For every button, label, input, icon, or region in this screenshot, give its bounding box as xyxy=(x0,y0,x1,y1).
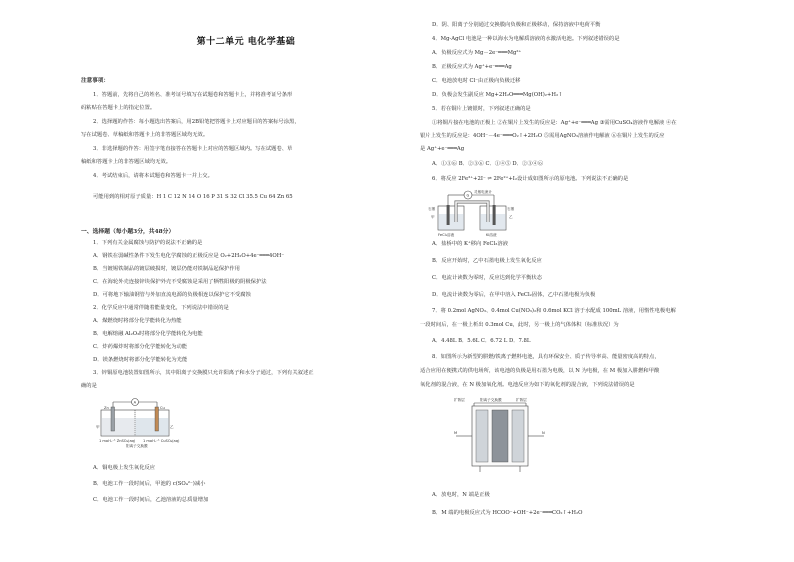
cell-yi-label: 乙 xyxy=(170,425,174,429)
question-line: D．镁条燃烧时将部分化学能转化为光能 xyxy=(93,357,188,363)
membrane-label: 阳离子交换膜 xyxy=(480,398,502,402)
znso4-label: 1 mol·L⁻¹ ZnSO₄(aq) xyxy=(99,439,136,443)
notice-line: 3．非选择题的作答：用签字笔直接答在答题卡上对应的答题区域内。写在试题卷、草 xyxy=(93,146,293,152)
cuso4-label: 1 mol·L⁻¹ CuSO₄(aq) xyxy=(143,439,180,443)
question-line: B．正极反应式为 Ag⁺+e⁻═══Ag xyxy=(432,64,512,70)
cell-jia-label: 甲 xyxy=(96,425,100,429)
question-line: 6．将反应 2Fe³⁺+2I⁻ ⇌ 2Fe²⁺+I₂设计成如图所示的原电池。下列说法不正确的是 xyxy=(432,176,629,182)
notice-line: 稿纸和答题卡上的非答题区域均无效。 xyxy=(81,159,172,165)
membrane-label: 阳离子交换膜 xyxy=(126,444,148,448)
option-line: A．放电时，N 端是正极 xyxy=(432,492,490,498)
question-line: ①将铜片接在电池的正极上 ②在铜片上发生的反应是：Ag⁺+e⁻═══Ag ③需用CuSO₄溶液作电解液 ④在 xyxy=(432,120,677,126)
option-line: B．反应开始时，乙中石墨电极上发生氧化反应 xyxy=(432,258,542,264)
copper-electrode-label: Cu xyxy=(160,406,165,410)
notice-line: 码粘贴在答题卡上的指定位置。 xyxy=(81,105,156,111)
zinc-electrode-label: Zn xyxy=(104,406,109,410)
n-electrode-label: N xyxy=(542,431,545,435)
question-line: 4．Mg-AgCl 电池是一种以海水为电解质溶液的水激活电池。下列叙述错误的是 xyxy=(432,36,620,42)
question-line: 8．如图所示为新型的肼燃/铁离子燃料电池，具有环保安全、质子传导率高、能量密度高的特点， xyxy=(432,354,660,360)
option-line: A．铜电极上发生氧化反应 xyxy=(93,465,156,471)
atomic-masses: 可能用到的相对原子质量：H 1 C 12 N 14 O 16 P 31 S 32 Cl 35.5 Cu 64 Zn 65 xyxy=(93,194,293,200)
m-electrode-label: M xyxy=(454,431,458,435)
galvanometer-label: G xyxy=(466,193,470,198)
right-column xyxy=(420,0,750,562)
question-line: C．电池放电时 Cl⁻由正极向负极迁移 xyxy=(432,78,521,84)
zinc-copper-cell-figure xyxy=(95,398,180,450)
question-line: B．当镀锡铁制品的镀层破损时，镀层仍能对铁制品起保护作用 xyxy=(93,266,240,272)
question-line: 适合应用在便携式的供电场所，该电池的负极是用石墨为电极，以 N 为电极，在 M 极加入肼燃和甲酸 xyxy=(420,368,660,374)
notice-line: 4．考试结束后，请将本试题卷和答题卡一并上交。 xyxy=(93,173,213,179)
question-line: C．在海轮外壳连接锌块保护外壳不受腐蚀是采用了牺牲阳极的阴极保护法 xyxy=(93,279,267,285)
question-line: 一段时间后，在一极上析出 0.3mol Cu，此时，另一极上的气体体积（标准状况）为 xyxy=(420,322,619,328)
ki-label: KI溶液 xyxy=(486,233,497,237)
question-line: A．煤燃烧时将部分化学能转化为热能 xyxy=(93,318,182,324)
diffusion-layer-right-label: 扩散层 xyxy=(516,398,527,402)
option-line: A．盐桥中的 K⁺移向 FeCl₃溶液 xyxy=(432,241,509,247)
binding-margin xyxy=(0,0,70,562)
yi-label: 乙 xyxy=(509,215,513,219)
notice-heading: 注意事项： xyxy=(81,78,109,84)
notice-line: 1．答题前，先将自己的姓名、准考证号填写在试题卷和答题卡上，并将准考证号条形 xyxy=(93,92,293,98)
question-line: A．钢铁在弱碱性条件下发生电化学腐蚀的正极反应是 O₂+2H₂O+4e⁻═══4OH⁻ xyxy=(93,253,285,259)
left-graphite-label: 石墨 xyxy=(428,207,436,211)
fuel-cell-figure xyxy=(452,396,548,476)
question-line: 7．将 0.2mol AgNO₃、0.4mol Cu(NO₃)₂和 0.6mol KCl 溶于水配成 100mL 溶液，用惰性电极电解 xyxy=(432,308,676,314)
question-line: D．阴、阳离子分别通过交换膜向负极和正极移动，保持溶液中电荷平衡 xyxy=(432,22,601,28)
option-line: C．电流计读数为零时，反应达到化学平衡状态 xyxy=(432,275,542,281)
option-line: D．电流计读数为零后，在甲中溶入 FeCl₂固体，乙中石墨电极为负极 xyxy=(432,292,596,298)
notice-line: 2．选择题的作答：每小题选出答案后，用2B铅笔把答题卡上对应题目的答案标号涂黑， xyxy=(93,119,300,125)
question-line: A．①③⑥ B．②③⑥ C．①④⑤ D．②③④⑥ xyxy=(432,161,544,167)
option-line: B．电池工作一段时间后，甲池的 c(SO₄²⁻)减小 xyxy=(93,481,206,487)
galvanometer-title: 灵敏电流计 xyxy=(474,190,492,194)
notice-line: 写在试题卷、草稿纸和答题卡上的非答题区域均无效。 xyxy=(81,132,209,138)
section-heading: 一、选择题（每小题3分，共48分） xyxy=(81,229,175,235)
fecl3-label: FeCl₃溶液 xyxy=(438,233,455,237)
option-line: B．M 端的电极反应式为 HCOO⁻+OH⁻+2e⁻═══CO₂↑+H₂O xyxy=(432,510,583,516)
question-line: 3．锌铜原电池装置如图所示，其中阳离子交换膜只允许阳离子和水分子通过，下列有关叙述正 xyxy=(93,370,314,376)
question-line: 银片上发生的反应是：4OH⁻－4e⁻═══O₂↑+2H₂O ⑤需用AgNO₃溶液作电解液 ⑥在铜片上发生的反应 xyxy=(420,133,665,139)
question-line: D．可将地下输油钢管与外加直流电源的负极相连以保护它不受腐蚀 xyxy=(93,292,251,298)
question-line: 确的是 xyxy=(81,383,97,389)
salt-bridge-cell-figure xyxy=(428,188,518,238)
option-line: C．电池工作一段时间后，乙池溶液的总质量增加 xyxy=(93,497,209,503)
question-line: D．负极会发生副反应 Mg+2H₂O═══Mg(OH)₂+H₂↑ xyxy=(432,92,563,98)
option-line: A．4.48L B．5.6L C．6.72 L D．7.8L xyxy=(432,338,531,344)
ammeter-label: A xyxy=(133,400,137,405)
page-title: 第十二单元 电化学基础 xyxy=(196,37,296,47)
right-graphite-label: 石墨 xyxy=(507,207,515,211)
question-line: A．负极反应式为 Mg－2e⁻═══Mg²⁺ xyxy=(432,50,522,56)
question-line: 是 Ag⁺+e⁻═══Ag xyxy=(420,146,465,152)
diffusion-layer-left-label: 扩散层 xyxy=(454,398,465,402)
jia-label: 甲 xyxy=(431,215,435,219)
question-line: 2．化学反应中通常伴随着能量变化，下列说法中错误的是 xyxy=(93,305,229,311)
left-column xyxy=(81,0,411,562)
question-line: B．电解熔融 Al₂O₃时将部分化学能转化为电能 xyxy=(93,331,203,337)
question-line: 1．下列有关金属腐蚀与防护的说法不正确的是 xyxy=(93,240,203,246)
question-line: 氧化剂的混合液，在 N 极加氧化剂。电池反应为如下的氧化剂的混合液，下列说法错误的是 xyxy=(420,382,635,388)
question-line: 5．若在铜片上镀银时，下列叙述正确的是 xyxy=(432,106,531,112)
question-line: C．炸药爆炸时将部分化学能转化为动能 xyxy=(93,344,188,350)
